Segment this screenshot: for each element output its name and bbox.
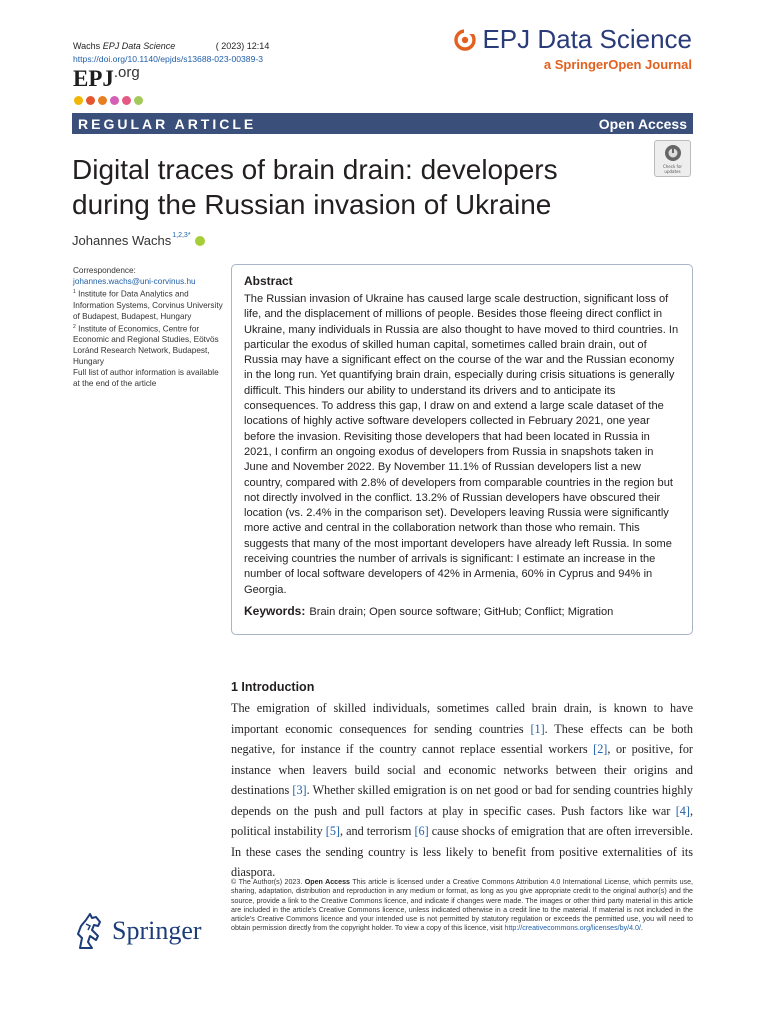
article-type-label: REGULAR ARTICLE [78,115,257,132]
citation-link-1[interactable]: [1] [530,721,545,736]
logo-dot [74,96,83,105]
springer-logo[interactable] [72,912,202,950]
epj-logo[interactable] [73,66,140,96]
check-updates-icon [664,144,682,162]
running-head-author: Wachs [73,41,101,51]
author-info-note: Full list of author information is available at the end of the article [73,368,219,389]
cc-license-link[interactable]: http://creativecommons.org/licenses/by/4.0/ [504,924,641,933]
license-body: This article is licensed under a Creative Commons Attribution 4.0 International License, which permits use, sharing, adaptation, distribution and reproduction in any medium or format, as long as you give appropriate credit to the original author(s) and the source, provide a link to the Creative Commons licence, and indicate if changes were made. The images or other third party material in this article are included in the article's Creative Commons licence, unless indicated otherwise in a credit line to the material. If material is not included in the article's Creative Commons licence and your intended use is not permitted by statutory regulation or exceeds the permitted use, you will need to obtain permission directly from the copyright holder. To view a copy of this licence, visit [231,878,693,933]
check-for-updates-badge[interactable] [654,140,691,177]
journal-brand[interactable] [454,24,692,72]
introduction-paragraph [231,698,693,883]
logo-dot [134,96,143,105]
epj-logo-dots [74,96,143,105]
logo-dot [110,96,119,105]
citation-link-2[interactable]: [2] [593,742,608,756]
citation-link-5[interactable]: [5] [325,824,340,838]
introduction-heading: 1 Introduction [231,680,315,694]
license-end: . [640,924,643,933]
keywords-list: Brain drain; Open source software; GitHub; Conflict; Migration [309,605,614,618]
intro-text-segment: . These effects can be both negative, for instance if the country cannot replace essential workers [231,721,694,756]
springer-wordmark: Springer [112,916,202,945]
intro-text-segment: . Whether skilled emigration is on net good or bad for sending countries highly depends on the push and pull factors at play in specific cases. Push factors like war [231,783,693,818]
article-title: Digital traces of brain drain: developers during the Russian invasion of Ukraine [72,154,558,220]
journal-brand-subtitle: a SpringerOpen Journal [543,57,692,72]
affiliation-1-mark: 1 [73,289,76,295]
logo-dot [86,96,95,105]
citation-link-3[interactable]: [3] [292,783,307,797]
abstract-heading: Abstract [244,274,293,288]
correspondence-sidebar [73,265,223,389]
affiliation-2-mark: 2 [73,323,76,330]
springeropen-icon [454,29,476,51]
intro-text-segment: cause shocks of emigration that are often irreversible. In these cases the sending country is less likely to benefit from positive externalities of its diaspora. [231,824,693,879]
keywords-label: Keywords: [244,603,306,618]
affiliation-1: Institute for Data Analytics and Information Systems, Corvinus University of Budapest, Budapest, Hungary [73,289,223,321]
intro-text-segment: , political instability [231,803,693,838]
correspondence-email-link[interactable]: johannes.wachs@uni-corvinus.hu [73,277,196,286]
license-open-access-label: Open Access [304,878,350,886]
intro-text-segment: , and terrorism [340,824,415,838]
journal-brand-title [454,24,692,55]
license-copyright: © The Author(s) 2023. [231,878,305,886]
article-type-bar [72,113,693,134]
open-access-label: Open Access [598,115,687,132]
running-head [73,41,269,51]
running-head-journal: EPJ Data Science [102,41,176,51]
intro-text-segment: , or positive, for instance when leavers build social and economic networks between their origins and destinations [231,742,693,797]
epj-logo-org: .org [113,64,140,81]
citation-link-6[interactable]: [6] [414,824,429,838]
check-updates-label: Check for updates [662,163,683,174]
abstract-box [231,264,693,635]
orcid-icon[interactable] [195,236,205,246]
author-name: Johannes Wachs [72,233,172,248]
keywords-line [244,604,680,620]
abstract-text: The Russian invasion of Ukraine has caused large scale destruction, significant loss of life, and the displacement of millions of people. Besides those fleeing direct conflict in Ukraine, many individuals in Russia are also thought to have moved to third countries. In particular the exodus of skilled human capital, sometimes called brain drain, out of Russia may have a significant effect on the course of the war and the Russian economy in the long run. Yet quantifying brain drain, especially during crisis situations is generally difficult. This hinders our ability to understand its drivers and to anticipate its consequences. To address this gap, I draw on and extend a large scale dataset of the locations of highly active software developers collected in February 2021, one year before the invasion. Revisiting those developers that had been located in Russia in 2021, I confirm an ongoing exodus of developers from Russia in snapshots taken in June and November 2022. By November 11.1% of Russian developers list a new country, compared with 2.8% of developers from comparable countries in the region but not directly involved in the conflict. 13.2% of Russian developers have obscured their location (vs. 2.4% in the comparison set). Developers leaving Russia were significantly more active and central in the collaboration network than those who remain. This suggests that many of the most important developers have already left Russia. In some receiving countries the number of arrivals is significant: I estimate an increase in the number of local software developers of 42% in Armenia, 60% in Cyprus and 94% in Georgia. [244,293,679,596]
epj-logo-main: EPJ [73,66,114,91]
logo-dot [122,96,131,105]
logo-dot [98,96,107,105]
author-line [72,233,205,248]
correspondence-label: Correspondence: [73,266,136,275]
springer-horse-icon [72,912,106,950]
author-affiliation-marks[interactable]: 1,2,3* [172,232,191,239]
affiliation-2: Institute of Economics, Centre for Economic and Regional Studies, Eötvös Loránd Research Network, Budapest, Hungary [73,324,219,367]
doi-link[interactable]: https://doi.org/10.1140/epjds/s13688-023-00389-3 [73,54,263,64]
running-head-year: ( 2023) [215,41,245,51]
intro-text-segment: The emigration of skilled individuals, sometimes called brain drain, is known to have important economic consequences for sending countries [231,701,693,736]
citation-link-4[interactable]: [4] [675,803,690,818]
journal-brand-title-text: EPJ Data Science [482,24,692,54]
running-head-article-number: 12:14 [246,41,270,51]
license-notice [231,878,693,934]
